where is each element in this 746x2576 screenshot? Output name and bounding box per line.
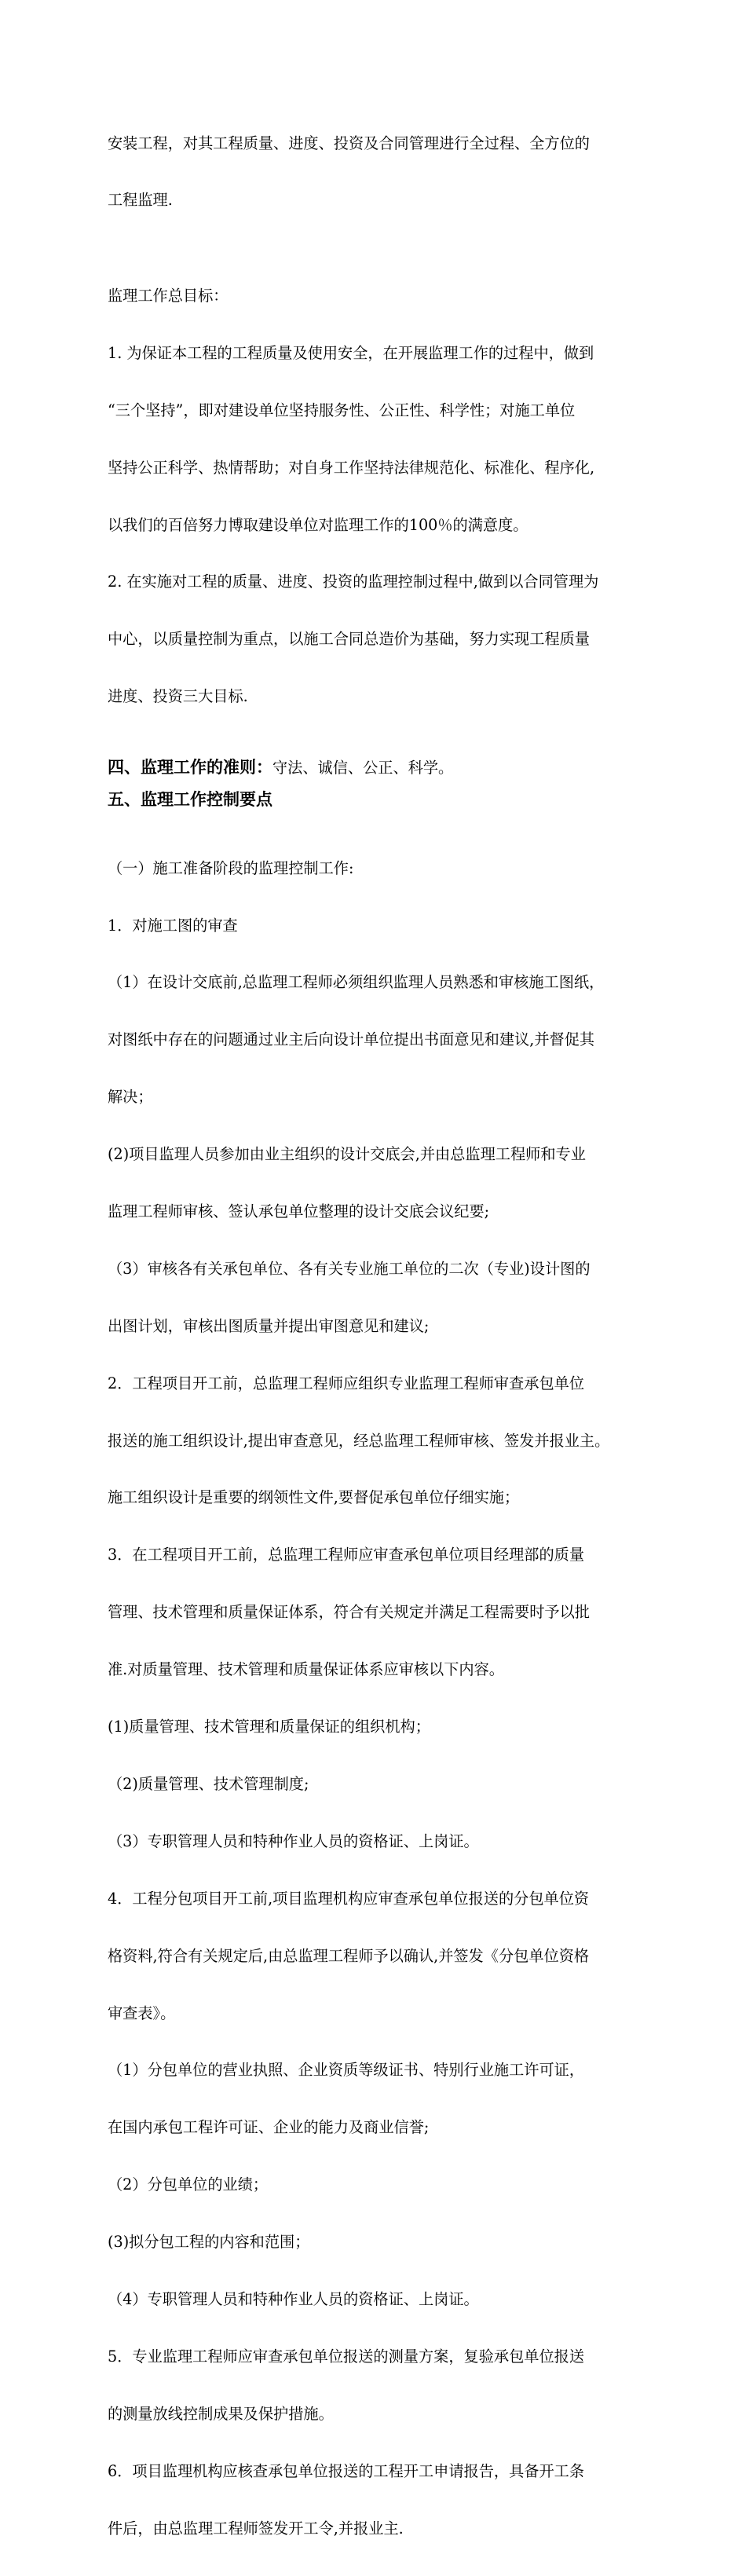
text-line: （1）分包单位的营业执照、企业资质等级证书、特别行业施工许可证， bbox=[108, 2061, 585, 2080]
text-line: 审查表》。 bbox=[108, 2003, 176, 2022]
section-4-heading bbox=[108, 756, 689, 780]
goal-1-line: “三个坚持”，即对建设单位坚持服务性、公正性、科学性；对施工单位 bbox=[108, 401, 576, 419]
text-line: 解决； bbox=[108, 1088, 153, 1107]
text-line: 3．在工程项目开工前，总监理工程师应审查承包单位项目经理部的质量 bbox=[108, 1546, 585, 1564]
text-line: 准.对质量管理、技术管理和质量保证体系应审核以下内容。 bbox=[108, 1660, 504, 1679]
text-line: 施工组织设计是重要的纲领性文件,要督促承包单位仔细实施； bbox=[108, 1488, 520, 1507]
goal-1-line: 以我们的百倍努力博取建设单位对监理工作的100％的满意度。 bbox=[108, 515, 528, 534]
goals-heading: 监理工作总目标： bbox=[108, 286, 229, 305]
text-line: 在国内承包工程许可证、企业的能力及商业信誉; bbox=[108, 2118, 430, 2137]
goal-2-line: 进度、投资三大目标. bbox=[108, 687, 248, 706]
goal-2-line: 2. 在实施对工程的质量、进度、投资的监理控制过程中,做到以合同管理为 bbox=[108, 573, 599, 591]
section-4-text: 守法、诚信、公正、科学。 bbox=[272, 759, 454, 778]
text-line: 的测量放线控制成果及保护措施。 bbox=[108, 2404, 334, 2423]
text-line: 1．对施工图的审查 bbox=[108, 916, 238, 935]
text-line: （3）专职管理人员和特种作业人员的资格证、上岗证。 bbox=[108, 1831, 479, 1850]
document-page bbox=[108, 96, 689, 2576]
text-line: 4．工程分包项目开工前,项目监理机构应审查承包单位报送的分包单位资 bbox=[108, 1889, 590, 1908]
text-line: 安装工程，对其工程质量、进度、投资及合同管理进行全过程、全方位的 bbox=[108, 134, 590, 152]
text-line: 5．专业监理工程师应审查承包单位报送的测量方案，复验承包单位报送 bbox=[108, 2347, 585, 2366]
text-line: (2)项目监理人员参加由业主组织的设计交底会,并由总监理工程师和专业 bbox=[108, 1145, 586, 1164]
text-line: 管理、技术管理和质量保证体系，符合有关规定并满足工程需要时予以批 bbox=[108, 1603, 590, 1622]
text-line: （3）审核各有关承包单位、各有关专业施工单位的二次（专业)设计图的 bbox=[108, 1259, 591, 1278]
section-5-body bbox=[108, 821, 689, 2576]
text-line: (1)质量管理、技术管理和质量保证的组织机构； bbox=[108, 1718, 430, 1736]
goal-1-line: 1. 为保证本工程的工程质量及使用安全，在开展监理工作的过程中，做到 bbox=[108, 343, 594, 362]
text-line: （2）分包单位的业绩； bbox=[108, 2175, 269, 2194]
text-line: 件后，由总监理工程师签发开工令,并报业主. bbox=[108, 2519, 404, 2538]
text-line: 2．工程项目开工前，总监理工程师应组织专业监理工程师审查承包单位 bbox=[108, 1374, 585, 1392]
text-line: 格资料,符合有关规定后,由总监理工程师予以确认,并签发《分包单位资格 bbox=[108, 1946, 590, 1965]
goal-1-line: 坚持公正科学、热情帮助；对自身工作坚持法律规范化、标准化、程序化, bbox=[108, 458, 595, 477]
text-line: 监理工程师审核、签认承包单位整理的设计交底会议纪要; bbox=[108, 1202, 490, 1221]
text-line: 报送的施工组织设计,提出审查意见，经总监理工程师审核、签发并报业主。 bbox=[108, 1431, 610, 1450]
intro-paragraph bbox=[108, 96, 689, 248]
text-line: 工程监理. bbox=[108, 191, 173, 210]
text-line: 6．项目监理机构应核查承包单位报送的工程开工申请报告，具备开工条 bbox=[108, 2461, 585, 2480]
goal-2-line: 中心，以质量控制为重点，以施工合同总造价为基础，努力实现工程质量 bbox=[108, 630, 590, 649]
text-line: 对图纸中存在的问题通过业主后向设计单位提出书面意见和建议,并督促其 bbox=[108, 1030, 595, 1049]
text-line: (3)拟分包工程的内容和范围； bbox=[108, 2233, 310, 2252]
goals-block bbox=[108, 248, 689, 745]
section-5-title: 五、监理工作控制要点 bbox=[108, 790, 272, 810]
text-line: 出图计划，审核出图质量并提出审图意见和建议; bbox=[108, 1316, 430, 1335]
text-line: （4）专职管理人员和特种作业人员的资格证、上岗证。 bbox=[108, 2289, 479, 2308]
text-line: （1）在设计交底前,总监理工程师必须组织监理人员熟悉和审核施工图纸， bbox=[108, 973, 605, 992]
text-line: （2)质量管理、技术管理制度; bbox=[108, 1774, 309, 1793]
section-4-title: 四、监理工作的准则： bbox=[108, 758, 272, 778]
text-line: （一）施工准备阶段的监理控制工作: bbox=[108, 858, 354, 877]
